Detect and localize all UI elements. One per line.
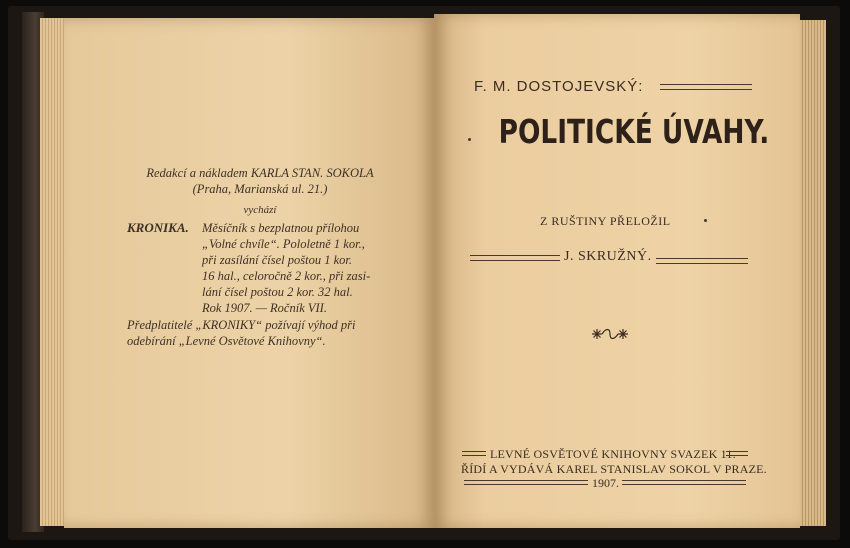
left-page-stack bbox=[40, 18, 66, 526]
author-name: F. M. DOSTOJEVSKÝ: bbox=[474, 78, 644, 95]
author-rule bbox=[660, 84, 752, 90]
kronika-line: 16 hal., celoročně 2 kor., při zasi- bbox=[202, 269, 371, 283]
year-rule-right bbox=[622, 480, 746, 485]
kronika-line: lání čísel poštou 2 kor. 32 hal. bbox=[202, 285, 353, 299]
translator-rule-left bbox=[470, 255, 560, 261]
series-rule-right bbox=[726, 451, 748, 456]
kronika-line: Měsíčník s bezplatnou přílohou bbox=[202, 221, 360, 235]
book-title: POLITICKÉ ÚVAHY. bbox=[498, 112, 770, 151]
imprint-vychazi: vychází bbox=[243, 204, 277, 216]
right-page-stack bbox=[800, 20, 826, 526]
kronika-line: při zasílání čísel poštou 1 kor. bbox=[202, 253, 353, 267]
kronika-label: KRONIKA. bbox=[127, 220, 189, 235]
kronika-line: „Volné chvíle“. Pololetně 1 kor., bbox=[202, 237, 365, 251]
series-rule-left bbox=[462, 451, 486, 456]
translator-rule-right bbox=[656, 258, 748, 264]
year-rule-left bbox=[464, 480, 588, 485]
translated-from-label: Z RUŠTINY PŘELOŽIL bbox=[540, 214, 671, 228]
publication-year: 1907. bbox=[592, 476, 619, 490]
translator-name: J. SKRUŽNÝ. bbox=[564, 249, 652, 264]
decorative-dot bbox=[704, 219, 707, 222]
subscribers-note-line2: odebírání „Levné Osvětové Knihovny“. bbox=[127, 334, 326, 348]
ornament-icon bbox=[588, 324, 632, 349]
series-line: LEVNÉ OSVĚTOVÉ KNIHOVNY SVAZEK 11. bbox=[490, 447, 736, 461]
imprint-address: (Praha, Marianská ul. 21.) bbox=[192, 182, 328, 196]
kronika-description bbox=[202, 220, 396, 316]
imprint-publisher: Redakcí a nákladem KARLA STAN. SOKOLA bbox=[146, 166, 374, 180]
decorative-dot bbox=[468, 138, 471, 141]
kronika-line: Rok 1907. — Ročník VII. bbox=[202, 301, 327, 315]
subscribers-note-line1: Předplatitelé „KRONIKY“ požívají výhod při bbox=[127, 318, 356, 332]
publisher-line: ŘÍDÍ A VYDÁVÁ KAREL STANISLAV SOKOL V PRAZE. bbox=[461, 462, 767, 476]
